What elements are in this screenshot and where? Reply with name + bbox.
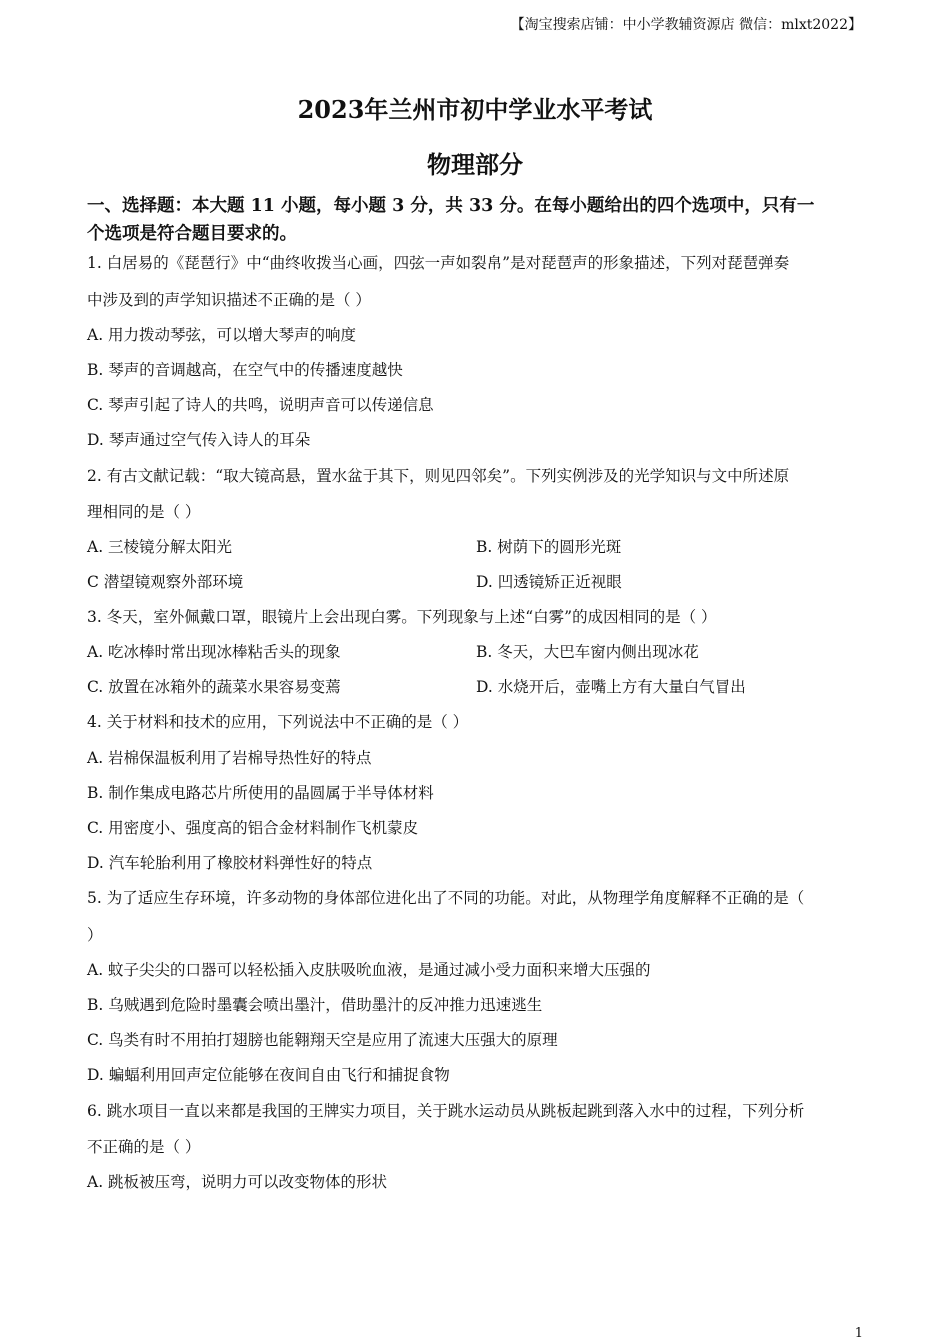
option-a: A. 用力拨动琴弦，可以增大琴声的响度 — [87, 326, 357, 344]
option-a: A. 蚊子尖尖的口器可以轻松插入皮肤吸吮血液，是通过减小受力面积来增大压强的 — [87, 961, 651, 979]
question-stem: 理相同的是（ ） — [87, 503, 201, 521]
section-heading-line2: 个选项是符合题目要求的。 — [87, 224, 297, 244]
section-heading-line1: 一、选择题：本大题 11 小题，每小题 3 分，共 33 分。在每小题给出的四个选项中，只有一 — [87, 196, 815, 216]
question-stem: 6. 跳水项目一直以来都是我国的王牌实力项目，关于跳水运动员从跳板起跳到落入水中的过程，下列分析 — [87, 1102, 805, 1120]
question-stem: 中涉及到的声学知识描述不正确的是（ ） — [87, 291, 371, 309]
option-c: C. 鸟类有时不用拍打翅膀也能翱翔天空是应用了流速大压强大的原理 — [87, 1031, 558, 1049]
option-b: B. 冬天，大巴车窗内侧出现冰花 — [476, 643, 699, 661]
option-d: D. 凹透镜矫正近视眼 — [476, 573, 622, 591]
option-c: C 潜望镜观察外部环境 — [87, 573, 244, 591]
option-b: B. 制作集成电路芯片所使用的晶圆属于半导体材料 — [87, 784, 434, 802]
exam-title: 2023年兰州市初中学业水平考试 — [297, 95, 653, 124]
question-stem: 不正确的是（ ） — [87, 1138, 201, 1156]
option-b: B. 琴声的音调越高，在空气中的传播速度越快 — [87, 361, 403, 379]
option-d: D. 琴声通过空气传入诗人的耳朵 — [87, 431, 311, 449]
option-a: A. 岩棉保温板利用了岩棉导热性好的特点 — [87, 749, 372, 767]
option-a: A. 跳板被压弯，说明力可以改变物体的形状 — [87, 1173, 388, 1191]
option-c: C. 琴声引起了诗人的共鸣，说明声音可以传递信息 — [87, 396, 434, 414]
option-a: A. 吃冰棒时常出现冰棒粘舌头的现象 — [87, 643, 341, 661]
question-stem: 3. 冬天，室外佩戴口罩，眼镜片上会出现白雾。下列现象与上述“白雾”的成因相同的是（ ） — [87, 608, 717, 626]
option-a: A. 三棱镜分解太阳光 — [87, 538, 233, 556]
header-note: 【淘宝搜索店铺：中小学教辅资源店 微信：mlxt2022】 — [510, 17, 862, 33]
page-number: 1 — [854, 1326, 863, 1341]
question-stem: 5. 为了适应生存环境，许多动物的身体部位进化出了不同的功能。对此，从物理学角度解释不正确的是（ — [87, 889, 805, 907]
option-b: B. 乌贼遇到危险时墨囊会喷出墨汁，借助墨汁的反冲推力迅速逃生 — [87, 996, 543, 1014]
question-stem: 1. 白居易的《琵琶行》中“曲终收拨当心画，四弦一声如裂帛”是对琵琶声的形象描述，下列对琵琶弹奏 — [87, 254, 790, 272]
option-c: C. 放置在冰箱外的蔬菜水果容易变蔫 — [87, 678, 341, 696]
option-c: C. 用密度小、强度高的铝合金材料制作飞机蒙皮 — [87, 819, 419, 837]
option-b: B. 树荫下的圆形光斑 — [476, 538, 622, 556]
option-d: D. 汽车轮胎利用了橡胶材料弹性好的特点 — [87, 854, 373, 872]
exam-subtitle: 物理部分 — [427, 150, 523, 179]
question-stem: 2. 有古文献记载：“取大镜高悬，置水盆于其下，则见四邻矣”。下列实例涉及的光学知识与文中所述原 — [87, 467, 790, 485]
option-d: D. 水烧开后，壶嘴上方有大量白气冒出 — [476, 678, 746, 696]
option-d: D. 蝙蝠利用回声定位能够在夜间自由飞行和捕捉食物 — [87, 1066, 450, 1084]
question-stem: ） — [87, 926, 103, 944]
question-stem: 4. 关于材料和技术的应用，下列说法中不正确的是（ ） — [87, 713, 469, 731]
